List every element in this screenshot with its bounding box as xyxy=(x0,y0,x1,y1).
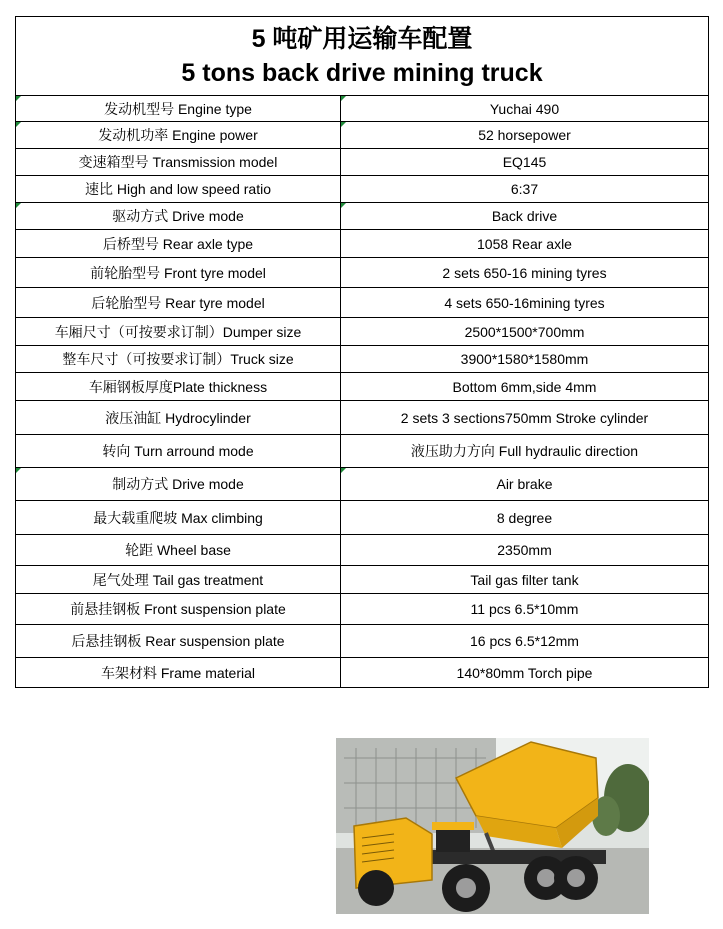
cell-marker-icon xyxy=(16,468,21,473)
table-row xyxy=(16,566,709,594)
spec-value: 2500*1500*700mm xyxy=(341,318,709,346)
spec-value: 11 pcs 6.5*10mm xyxy=(341,594,709,625)
spec-label: 驱动方式 Drive mode xyxy=(16,203,341,230)
spec-label: 制动方式 Drive mode xyxy=(16,468,341,501)
spec-table xyxy=(15,16,709,688)
spec-label: 前轮胎型号 Front tyre model xyxy=(16,258,341,288)
truck-photo xyxy=(336,738,649,914)
table-row xyxy=(16,96,709,122)
spec-value: Back drive xyxy=(341,203,709,230)
spec-value: EQ145 xyxy=(341,149,709,176)
spec-label: 最大载重爬坡 Max climbing xyxy=(16,501,341,535)
spec-label: 轮距 Wheel base xyxy=(16,535,341,566)
spec-label: 车厢钢板厚度Plate thickness xyxy=(16,373,341,401)
table-row xyxy=(16,468,709,501)
title-en: 5 tons back drive mining truck xyxy=(181,59,543,87)
spec-value: 16 pcs 6.5*12mm xyxy=(341,625,709,658)
spec-label: 液压油缸 Hydrocylinder xyxy=(16,401,341,435)
spec-value: Air brake xyxy=(341,468,709,501)
spec-value: 3900*1580*1580mm xyxy=(341,346,709,373)
table-title xyxy=(16,17,709,96)
spec-value: Tail gas filter tank xyxy=(341,566,709,594)
table-row xyxy=(16,435,709,468)
spec-value: 6:37 xyxy=(341,176,709,203)
title-row xyxy=(16,17,709,96)
spec-value: 140*80mm Torch pipe xyxy=(341,658,709,688)
table-row xyxy=(16,203,709,230)
mining-truck-image xyxy=(336,738,649,914)
spec-value: Bottom 6mm,side 4mm xyxy=(341,373,709,401)
spec-value: 2 sets 3 sections750mm Stroke cylinder xyxy=(341,401,709,435)
spec-value: 8 degree xyxy=(341,501,709,535)
table-row xyxy=(16,373,709,401)
cell-marker-icon xyxy=(341,122,346,127)
table-row xyxy=(16,122,709,149)
table-row xyxy=(16,501,709,535)
table-row xyxy=(16,318,709,346)
cell-marker-icon xyxy=(16,203,21,208)
spec-label: 前悬挂钢板 Front suspension plate xyxy=(16,594,341,625)
spec-label: 变速箱型号 Transmission model xyxy=(16,149,341,176)
table-row xyxy=(16,288,709,318)
spec-label: 转向 Turn arround mode xyxy=(16,435,341,468)
cell-marker-icon xyxy=(341,203,346,208)
cell-marker-icon xyxy=(16,122,21,127)
spec-label: 发动机功率 Engine power xyxy=(16,122,341,149)
spec-label: 后悬挂钢板 Rear suspension plate xyxy=(16,625,341,658)
table-row xyxy=(16,149,709,176)
table-row xyxy=(16,176,709,203)
spec-value: 4 sets 650-16mining tyres xyxy=(341,288,709,318)
spec-label: 整车尺寸（可按要求订制）Truck size xyxy=(16,346,341,373)
table-row xyxy=(16,346,709,373)
spec-value: 2 sets 650-16 mining tyres xyxy=(341,258,709,288)
spec-value: Yuchai 490 xyxy=(341,96,709,122)
table-row xyxy=(16,625,709,658)
table-row xyxy=(16,258,709,288)
spec-label: 后桥型号 Rear axle type xyxy=(16,230,341,258)
spec-value: 52 horsepower xyxy=(341,122,709,149)
table-row xyxy=(16,230,709,258)
table-row xyxy=(16,401,709,435)
spec-value: 2350mm xyxy=(341,535,709,566)
cell-marker-icon xyxy=(341,468,346,473)
spec-label: 后轮胎型号 Rear tyre model xyxy=(16,288,341,318)
cell-marker-icon xyxy=(16,96,21,101)
spec-label: 车厢尺寸（可按要求订制）Dumper size xyxy=(16,318,341,346)
spec-value: 液压助力方向 Full hydraulic direction xyxy=(341,435,709,468)
title-zh: 5 吨矿用运输车配置 xyxy=(251,25,473,53)
table-row xyxy=(16,594,709,625)
spec-value: 1058 Rear axle xyxy=(341,230,709,258)
spec-label: 发动机型号 Engine type xyxy=(16,96,341,122)
table-row xyxy=(16,658,709,688)
spec-label: 尾气处理 Tail gas treatment xyxy=(16,566,341,594)
spec-label: 车架材料 Frame material xyxy=(16,658,341,688)
spec-label: 速比 High and low speed ratio xyxy=(16,176,341,203)
table-row xyxy=(16,535,709,566)
cell-marker-icon xyxy=(341,96,346,101)
